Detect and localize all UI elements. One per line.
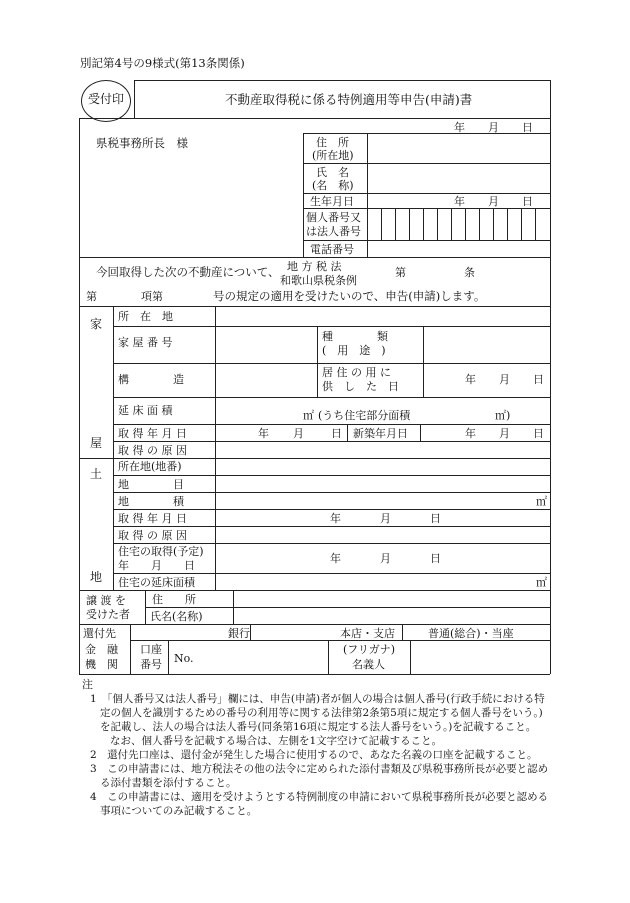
house-floor-area-sqm: ㎡	[303, 409, 314, 422]
account-number-field[interactable]	[192, 641, 327, 673]
land-acquired-date-label: 取 得 年 月 日	[118, 512, 187, 525]
applicant-address-field[interactable]	[369, 134, 549, 162]
house-side-top: 家	[90, 317, 103, 331]
housing-acq-year: 年	[330, 552, 341, 565]
statement-intro: 今回取得した次の不動産について、	[96, 265, 280, 279]
house-acq-day: 日	[331, 427, 342, 440]
date-day-label: 日	[522, 121, 533, 134]
account-number-label-2: 番号	[140, 658, 162, 671]
transferee-name-label: 氏名(名称)	[150, 610, 203, 623]
land-location-label: 所在地(地番)	[118, 460, 182, 473]
transferee-name-field[interactable]	[235, 608, 549, 623]
land-acq-day: 日	[430, 512, 441, 525]
note-2: 2 還付先口座は、還付金が発生した場合に使用するので、あなた名義の口座を記載すること。	[90, 749, 538, 761]
branch-label[interactable]: 本店・支店	[340, 627, 395, 640]
form-id: 別記第4号の9様式(第13条関係)	[80, 56, 245, 70]
addressee: 県税事務所長 様	[96, 136, 188, 150]
house-type-label-2: ( 用 途 )	[322, 344, 386, 357]
refund-dest-label: 還付先	[83, 627, 116, 640]
land-category-label: 地 目	[118, 478, 184, 491]
birth-month: 月	[488, 195, 499, 208]
house-built-year: 年	[465, 427, 476, 440]
refund-inst-label-2: 機 関	[85, 658, 118, 671]
applicant-name-label: 氏 名	[316, 166, 349, 179]
holder-label: 名義人	[352, 658, 385, 671]
house-floor-area-label: 延 床 面 積	[118, 404, 173, 417]
house-structure-field[interactable]	[217, 364, 316, 396]
house-acq-year: 年	[258, 427, 269, 440]
refund-inst-label-1: 金 融	[85, 643, 118, 656]
land-acq-year: 年	[330, 512, 341, 525]
house-side-bottom: 屋	[90, 436, 103, 450]
note-3: 3 この申請書には、地方税法その他の法令に定められた添付書類及び県税事務所長が必要と認める添付書類を添付すること。	[90, 763, 549, 789]
house-number-field[interactable]	[217, 327, 316, 362]
phone-label: 電話番号	[310, 243, 354, 256]
land-area-sqm: ㎡	[536, 495, 547, 508]
note-1: 1 「個人番号又は法人番号」欄には、申告(申請)者が個人の場合は個人番号(行政手続における特定の個人を識別するための番号の利用等に関する法律第2条第5項に規定する個人番号をいう。)を記載し、法人の場合は法人番号(同条第16項に規定する法人番号をいう。)を記載すること。	[90, 693, 545, 733]
house-type-field[interactable]	[425, 327, 549, 362]
house-move-in-label-2: 供 し た 日	[322, 380, 399, 393]
applicant-name-sub: (名 称)	[312, 179, 354, 192]
note-4: 4 この申請書には、適用を受けようとする特例制度の申請において県税事務所長が必要と認める事項についてのみ記載すること。	[90, 791, 549, 817]
land-category-field[interactable]	[217, 476, 549, 491]
notes-list	[80, 692, 550, 818]
bank-label: 銀行	[228, 627, 250, 640]
land-location-field[interactable]	[217, 459, 549, 474]
house-number-label: 家 屋 番 号	[118, 336, 173, 349]
housing-acq-day: 日	[430, 552, 441, 565]
statement-kou: 項第	[141, 290, 163, 303]
house-move-in-label-1: 居 住 の 用 に	[322, 366, 391, 379]
account-number-label-1: 口座	[140, 643, 162, 656]
statement-dai: 第	[395, 266, 406, 279]
transferee-label-2: 受けた者	[86, 608, 130, 621]
note-1b: なお、個人番号を記載する場合は、左側を1文字空けて記載すること。	[110, 735, 443, 747]
house-acquired-date-label: 取 得 年 月 日	[118, 427, 187, 440]
birth-date-label: 生年月日	[310, 195, 354, 208]
personal-number-field[interactable]	[369, 209, 549, 239]
house-location-field[interactable]	[217, 307, 549, 325]
applicant-address-label: 住 所	[316, 136, 349, 149]
move-in-day: 日	[533, 373, 544, 386]
notes-heading: 注	[82, 678, 93, 691]
land-side-top: 土	[90, 467, 103, 481]
house-cause-label: 取 得 の 原 因	[118, 444, 187, 457]
holder-furigana-label: (フリガナ)	[343, 643, 396, 656]
move-in-year: 年	[465, 373, 476, 386]
house-structure-label: 構 造	[118, 373, 184, 386]
reception-stamp-label: 受付印	[88, 92, 125, 106]
house-residential-portion: (うち住宅部分面積	[318, 409, 411, 422]
law-prefecture: 和歌山県税条例	[280, 274, 357, 287]
transferee-label-1: 譲 渡 を	[86, 594, 126, 607]
land-cause-field[interactable]	[217, 527, 549, 542]
number-label-2: は法人番号	[306, 225, 361, 238]
applicant-address-sub: (所在地)	[312, 149, 354, 162]
applicant-name-field[interactable]	[369, 164, 549, 192]
bank-name-field[interactable]	[132, 625, 224, 640]
housing-floor-label: 住宅の延床面積	[118, 576, 195, 589]
house-type-label-1: 種 類	[322, 330, 388, 343]
land-cause-label: 取 得 の 原 因	[118, 529, 187, 542]
house-residential-sqm: ㎡)	[495, 409, 511, 422]
housing-acq-label-1: 住宅の取得(予定)	[118, 545, 204, 558]
land-acq-month: 月	[380, 512, 391, 525]
phone-field[interactable]	[369, 241, 549, 256]
account-holder-field[interactable]	[412, 641, 549, 673]
statement-jou: 条	[464, 266, 475, 279]
house-built-day: 日	[533, 427, 544, 440]
land-side-bottom: 地	[90, 570, 103, 584]
move-in-month: 月	[499, 373, 510, 386]
housing-acq-month: 月	[380, 552, 391, 565]
form-title: 不動産取得税に係る特例適用等申告(申請)書	[225, 92, 473, 107]
house-built-month: 月	[499, 427, 510, 440]
house-location-label: 所 在 地	[118, 310, 173, 323]
house-cause-field[interactable]	[217, 442, 549, 457]
housing-acq-label-2: 年 月 日	[118, 559, 195, 572]
transferee-address-label: 住 所	[152, 593, 196, 606]
account-type-label[interactable]: 普通(総合)・当座	[428, 627, 514, 640]
date-month-label: 月	[488, 121, 499, 134]
account-no-prefix: No.	[174, 652, 194, 665]
birth-year: 年	[454, 195, 465, 208]
statement-dai-2: 第	[86, 290, 97, 303]
housing-floor-sqm: ㎡	[536, 576, 547, 589]
birth-day: 日	[522, 195, 533, 208]
land-area-label: 地 積	[118, 495, 184, 508]
house-acq-month: 月	[293, 427, 304, 440]
date-year-label: 年	[454, 121, 465, 134]
house-built-date-label: 新築年月日	[353, 427, 408, 440]
law-local-tax: 地 方 税 法	[287, 260, 342, 273]
transferee-address-field[interactable]	[235, 591, 549, 606]
number-label-1: 個人番号又	[306, 211, 361, 224]
statement-rest: 号の規定の適用を受けたいので、申告(申請)します。	[213, 289, 486, 303]
